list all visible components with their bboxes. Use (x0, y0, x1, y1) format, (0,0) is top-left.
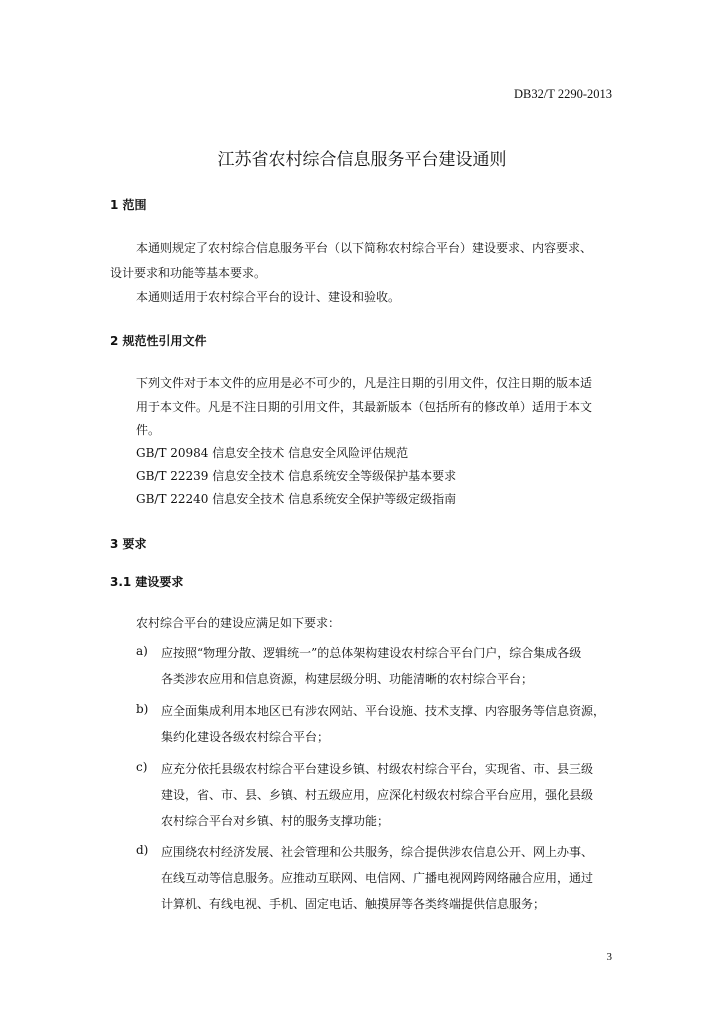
list-item-line: 应按照“物理分散、逻辑统一”的总体架构建设农村综合平台门户，综合集成各级 (161, 646, 582, 660)
sec1-para2: 本通则适用于农村综合平台的设计、建设和验收。 (136, 290, 401, 304)
list-item-line: 在线互动等信息服务。应推动互联网、电信网、广播电视网跨网络融合应用，通过 (161, 871, 594, 885)
reference-item: GB/T 22240 信息安全技术 信息系统安全保护等级定级指南 (136, 492, 457, 506)
list-item-line: 建设，省、市、县、乡镇、村五级应用，应深化村级农村综合平台应用，强化县级 (161, 788, 594, 802)
section-3-1-heading: 3.1 建设要求 (110, 575, 184, 589)
sec31-intro: 农村综合平台的建设应满足如下要求： (136, 616, 341, 630)
list-item-line: 农村综合平台对乡镇、村的服务支撑功能； (161, 814, 390, 828)
standard-number: DB32/T 2290-2013 (513, 87, 612, 101)
list-item-label: c) (136, 760, 148, 774)
sec1-para1-line1: 本通则规定了农村综合信息服务平台（以下简称农村综合平台）建设要求、内容要求、 (136, 241, 593, 255)
list-item-line: 应全面集成利用本地区已有涉农网站、平台设施、技术支撑、内容服务等信息资源， (161, 704, 606, 718)
sec2-para-line1: 下列文件对于本文件的应用是必不可少的，凡是注日期的引用文件，仅注日期的版本适 (136, 376, 593, 390)
list-item-line: 集约化建设各级农村综合平台； (161, 730, 330, 744)
list-item-label: a) (136, 644, 148, 658)
reference-item: GB/T 20984 信息安全技术 信息安全风险评估规范 (136, 446, 409, 460)
reference-item: GB/T 22239 信息安全技术 信息系统安全等级保护基本要求 (136, 469, 457, 483)
document-title: 江苏省农村综合信息服务平台建设通则 (217, 150, 507, 170)
section-3-heading: 3 要求 (110, 537, 147, 551)
list-item-line: 计算机、有线电视、手机、固定电话、触摸屏等各类终端提供信息服务； (161, 897, 546, 911)
list-item-line: 应充分依托县级农村综合平台建设乡镇、村级农村综合平台，实现省、市、县三级 (161, 762, 594, 776)
section-1-heading: 1 范围 (110, 198, 147, 212)
sec2-para-line2: 用于本文件。凡是不注日期的引用文件，其最新版本（包括所有的修改单）适用于本文 (136, 400, 593, 414)
list-item-label: d) (136, 843, 149, 857)
section-2-heading: 2 规范性引用文件 (110, 334, 207, 348)
list-item-label: b) (136, 702, 149, 716)
list-item-line: 各类涉农应用和信息资源，构建层级分明、功能清晰的农村综合平台； (161, 672, 534, 686)
sec2-para-line3: 件。 (136, 423, 161, 437)
page-number: 3 (606, 951, 612, 963)
list-item-line: 应围绕农村经济发展、社会管理和公共服务，综合提供涉农信息公开、网上办事、 (161, 845, 594, 859)
sec1-para1-line2: 设计要求和功能等基本要求。 (110, 266, 267, 280)
